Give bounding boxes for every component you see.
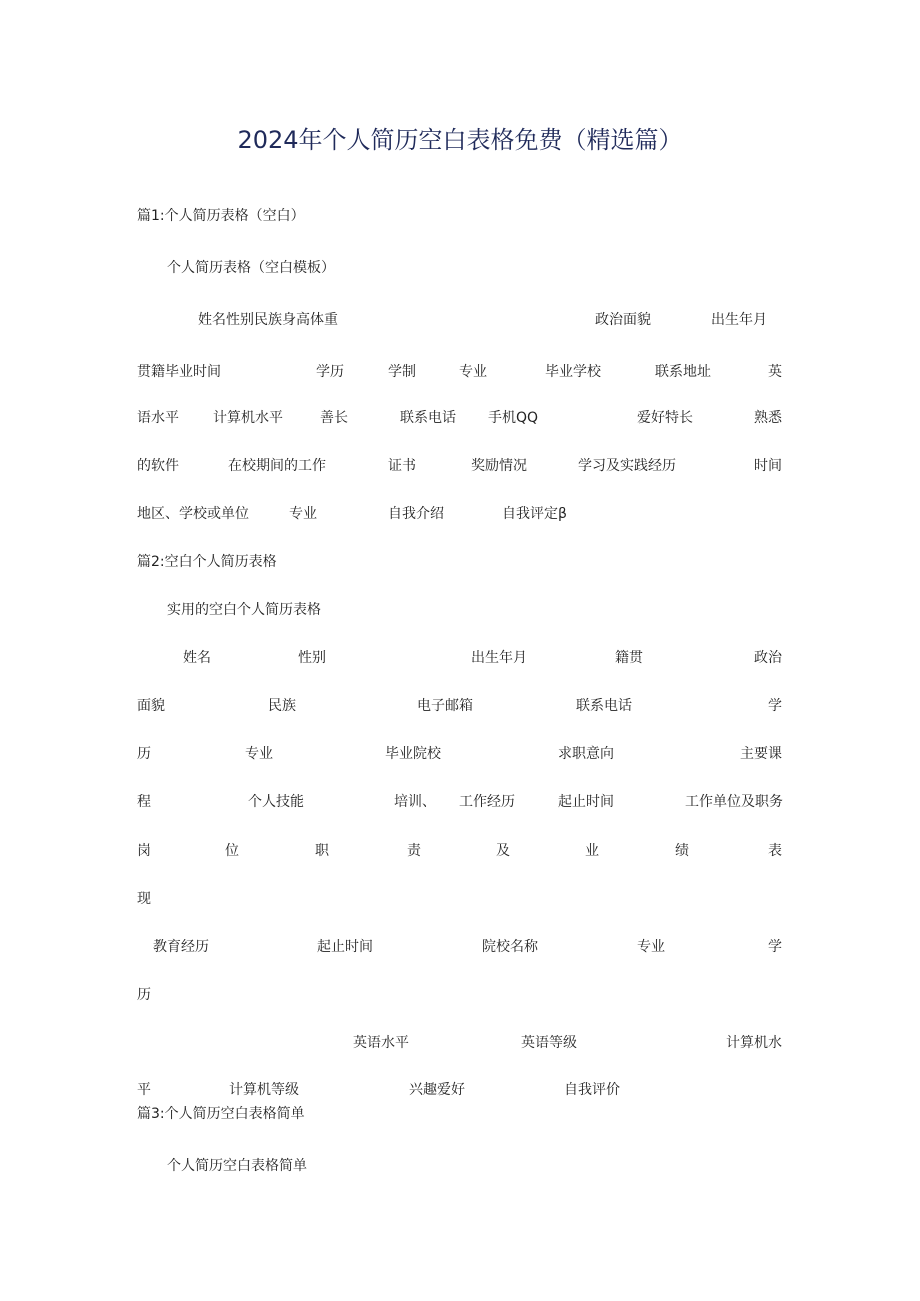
field-label: 政治 xyxy=(754,650,782,666)
field-label: 籍贯 xyxy=(615,650,643,666)
field-label: 个人技能 xyxy=(248,794,304,810)
field-label: 地区、学校或单位 xyxy=(137,506,249,522)
field-label: 绩 xyxy=(675,843,689,859)
field-label: 贯籍毕业时间 xyxy=(137,364,221,380)
field-label: 求职意向 xyxy=(558,746,614,762)
field-label: 工作经历 xyxy=(459,794,515,810)
field-label: 时间 xyxy=(754,458,782,474)
field-label: 手机QQ xyxy=(488,410,539,426)
field-label: 证书 xyxy=(388,458,416,474)
field-label: 自我介绍 xyxy=(388,506,444,522)
field-label: 自我评定β xyxy=(502,506,567,522)
field-label: 业 xyxy=(585,843,599,859)
field-label: 计算机水平 xyxy=(213,410,283,426)
field-label: 责 xyxy=(407,843,421,859)
section-2-subheading: 实用的空白个人简历表格 xyxy=(167,602,321,618)
field-label: 专业 xyxy=(637,939,665,955)
field-label: 起止时间 xyxy=(558,794,614,810)
field-label: 院校名称 xyxy=(482,939,538,955)
field-label: 表 xyxy=(768,843,782,859)
field-label: 起止时间 xyxy=(317,939,373,955)
field-label: 平 xyxy=(137,1082,151,1098)
field-label: 出生年月 xyxy=(711,312,767,328)
field-label: 学制 xyxy=(388,364,416,380)
field-label: 电子邮箱 xyxy=(417,698,473,714)
field-label: 专业 xyxy=(459,364,487,380)
section-1-subheading: 个人简历表格（空白模板） xyxy=(167,260,335,276)
field-label: 历 xyxy=(137,987,151,1003)
field-label: 英语等级 xyxy=(521,1035,577,1051)
field-label: 学习及实践经历 xyxy=(578,458,676,474)
field-label: 毕业学校 xyxy=(545,364,601,380)
field-label: 计算机水 xyxy=(726,1035,782,1051)
section-3-subheading: 个人简历空白表格简单 xyxy=(167,1158,307,1174)
field-label: 职 xyxy=(315,843,329,859)
field-label: 主要课 xyxy=(740,746,782,762)
field-label: 历 xyxy=(137,746,151,762)
page-title: 2024年个人简历空白表格免费（精选篇） xyxy=(237,126,683,154)
field-label: 专业 xyxy=(289,506,317,522)
field-label: 专业 xyxy=(245,746,273,762)
field-label: 联系地址 xyxy=(655,364,711,380)
field-label: 学 xyxy=(768,698,782,714)
field-label: 奖励情况 xyxy=(471,458,527,474)
field-label: 在校期间的工作 xyxy=(228,458,326,474)
field-label: 语水平 xyxy=(137,410,179,426)
field-label: 善长 xyxy=(320,410,348,426)
field-label: 英语水平 xyxy=(353,1035,409,1051)
field-label: 熟悉 xyxy=(754,410,782,426)
field-label: 毕业院校 xyxy=(385,746,441,762)
field-label: 教育经历 xyxy=(153,939,209,955)
field-label: 培训、 xyxy=(394,794,436,810)
field-label: 姓名性别民族身高体重 xyxy=(198,312,338,328)
section-3-heading: 篇3:个人简历空白表格简单 xyxy=(137,1106,305,1122)
field-label: 计算机等级 xyxy=(229,1082,299,1098)
field-label: 程 xyxy=(137,794,151,810)
field-label: 岗 xyxy=(137,843,151,859)
field-label: 工作单位及职务 xyxy=(685,794,783,810)
field-label: 性别 xyxy=(298,650,326,666)
field-label: 联系电话 xyxy=(576,698,632,714)
field-label: 政治面貌 xyxy=(595,312,651,328)
field-label: 姓名 xyxy=(183,650,211,666)
field-label: 英 xyxy=(768,364,782,380)
field-label: 位 xyxy=(225,843,239,859)
field-label: 爱好特长 xyxy=(637,410,693,426)
field-label: 现 xyxy=(137,891,151,907)
field-label: 的软件 xyxy=(137,458,179,474)
field-label: 民族 xyxy=(268,698,296,714)
field-label: 兴趣爱好 xyxy=(409,1082,465,1098)
section-1-heading: 篇1:个人简历表格（空白） xyxy=(137,208,305,224)
section-2-heading: 篇2:空白个人简历表格 xyxy=(137,554,277,570)
field-label: 联系电话 xyxy=(400,410,456,426)
field-label: 面貌 xyxy=(137,698,165,714)
field-label: 及 xyxy=(496,843,510,859)
field-label: 学 xyxy=(768,939,782,955)
field-label: 出生年月 xyxy=(471,650,527,666)
field-label: 自我评价 xyxy=(564,1082,620,1098)
field-label: 学历 xyxy=(316,364,344,380)
